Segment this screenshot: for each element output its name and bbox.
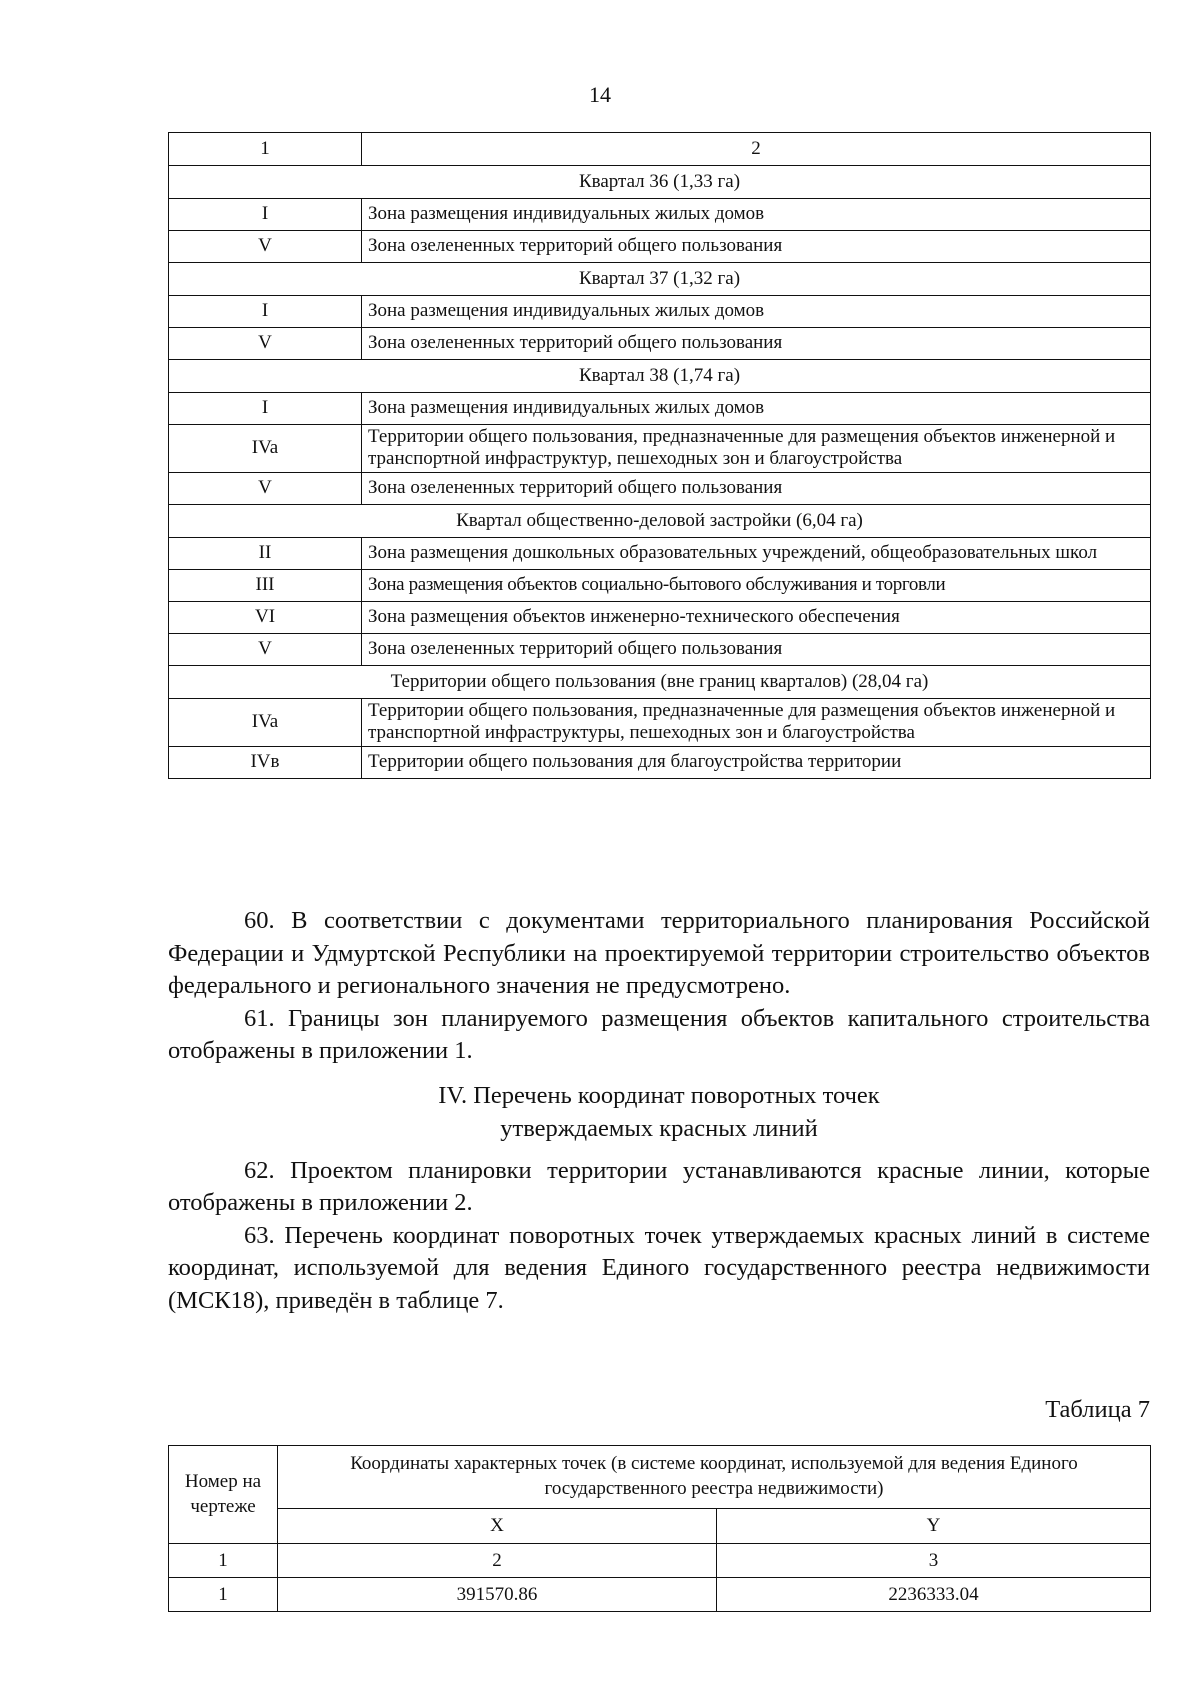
paragraph-63: 63. Перечень координат поворотных точек утверждаемых красных линий в системе координат, используемой для ведения Единого государственного реестра недвижимости (МСК18), приведён в таблице 7.: [168, 1221, 1150, 1314]
paragraph-61: 61. Границы зон планируемого размещения объектов капитального строительства отображены в приложении 1.: [168, 1004, 1150, 1064]
zone-description: Зона размещения объектов инженерно-технического обеспечения: [362, 601, 1151, 633]
column-header-2: 2: [362, 133, 1151, 166]
table-row: [169, 601, 1151, 633]
zones-table: [168, 132, 1151, 779]
zone-description: Зона озелененных территорий общего пользования: [362, 328, 1151, 360]
section-heading-line-1: IV. Перечень координат поворотных точек: [438, 1081, 880, 1109]
zone-code: V: [169, 328, 362, 360]
table-row: [169, 633, 1151, 665]
table-row: [169, 698, 1151, 746]
zone-code: IVв: [169, 746, 362, 778]
section-title: Квартал 38 (1,74 га): [169, 360, 1151, 393]
x-value: 391570.86: [278, 1578, 717, 1612]
table-row: [169, 746, 1151, 778]
table-row: [169, 199, 1151, 231]
section-heading-line-2: утверждаемых красных линий: [500, 1114, 818, 1142]
table-row: [169, 296, 1151, 328]
zone-code: III: [169, 569, 362, 601]
table-header-row: [169, 1509, 1151, 1544]
zone-code: V: [169, 472, 362, 504]
table-row: [169, 537, 1151, 569]
zone-description: Зона озелененных территорий общего пользования: [362, 231, 1151, 263]
zone-description: Территории общего пользования, предназначенные для размещения объектов инженерной и транспортной инфраструктур, пешеходных зон и благоустройства: [362, 425, 1151, 473]
section-heading: [168, 1079, 1150, 1145]
table-row: [169, 328, 1151, 360]
paragraph-62: 62. Проектом планировки территории устанавливаются красные линии, которые отображены в приложении 2.: [168, 1156, 1150, 1216]
table-row: [169, 231, 1151, 263]
table-row: [169, 472, 1151, 504]
paragraph-60: 60. В соответствии с документами территориального планирования Российской Федерации и Удмуртской Республики на проектируемой территории строительство объектов федерального и регионального значения не предусмотрено.: [168, 907, 1150, 999]
section-title-row: [169, 263, 1151, 296]
zone-description: Зона размещения дошкольных образовательных учреждений, общеобразовательных школ: [362, 537, 1151, 569]
zone-code: VI: [169, 601, 362, 633]
section-title-row: [169, 504, 1151, 537]
point-number: 1: [169, 1578, 278, 1612]
table-row: [169, 1578, 1151, 1612]
table-header-row: [169, 133, 1151, 166]
section-title-row: [169, 166, 1151, 199]
y-header: Y: [717, 1509, 1151, 1544]
zone-code: IVa: [169, 698, 362, 746]
section-title: Квартал общественно-деловой застройки (6,04 га): [169, 504, 1151, 537]
zone-description: Зона размещения индивидуальных жилых домов: [362, 199, 1151, 231]
zone-description: Зона озелененных территорий общего пользования: [362, 633, 1151, 665]
section-title-row: [169, 665, 1151, 698]
x-header: X: [278, 1509, 717, 1544]
zone-code: V: [169, 231, 362, 263]
index-cell: 2: [278, 1544, 717, 1578]
page-number: 14: [589, 82, 611, 107]
table-row: [169, 569, 1151, 601]
zone-description: Территории общего пользования, предназначенные для размещения объектов инженерной и транспортной инфраструктуры, пешеходных зон и благоустройства: [362, 698, 1151, 746]
zone-description: Зона размещения объектов социально-бытового обслуживания и торговли: [362, 569, 1151, 601]
section-title: Квартал 37 (1,32 га): [169, 263, 1151, 296]
point-number-header: Номер на чертеже: [169, 1446, 278, 1544]
zone-code: I: [169, 393, 362, 425]
zone-description: Зона размещения индивидуальных жилых домов: [362, 296, 1151, 328]
coordinates-table: [168, 1445, 1151, 1612]
zone-description: Территории общего пользования для благоустройства территории: [362, 746, 1151, 778]
zone-code: I: [169, 296, 362, 328]
y-value: 2236333.04: [717, 1578, 1151, 1612]
zone-code: IVa: [169, 425, 362, 473]
coordinates-header: Координаты характерных точек (в системе координат, используемой для ведения Единого государственного реестра недвижимости): [278, 1446, 1151, 1509]
index-cell: 3: [717, 1544, 1151, 1578]
zone-code: I: [169, 199, 362, 231]
body-text: [168, 905, 1150, 1317]
section-title: Территории общего пользования (вне границ кварталов) (28,04 га): [169, 665, 1151, 698]
table-row: [169, 425, 1151, 473]
zone-description: Зона размещения индивидуальных жилых домов: [362, 393, 1151, 425]
section-title-row: [169, 360, 1151, 393]
index-row: [169, 1544, 1151, 1578]
index-cell: 1: [169, 1544, 278, 1578]
section-title: Квартал 36 (1,33 га): [169, 166, 1151, 199]
table-caption: Таблица 7: [1045, 1396, 1150, 1423]
zone-code: II: [169, 537, 362, 569]
column-header-1: 1: [169, 133, 362, 166]
zone-description: Зона озелененных территорий общего пользования: [362, 472, 1151, 504]
table-header-row: [169, 1446, 1151, 1509]
table-row: [169, 393, 1151, 425]
zone-code: V: [169, 633, 362, 665]
